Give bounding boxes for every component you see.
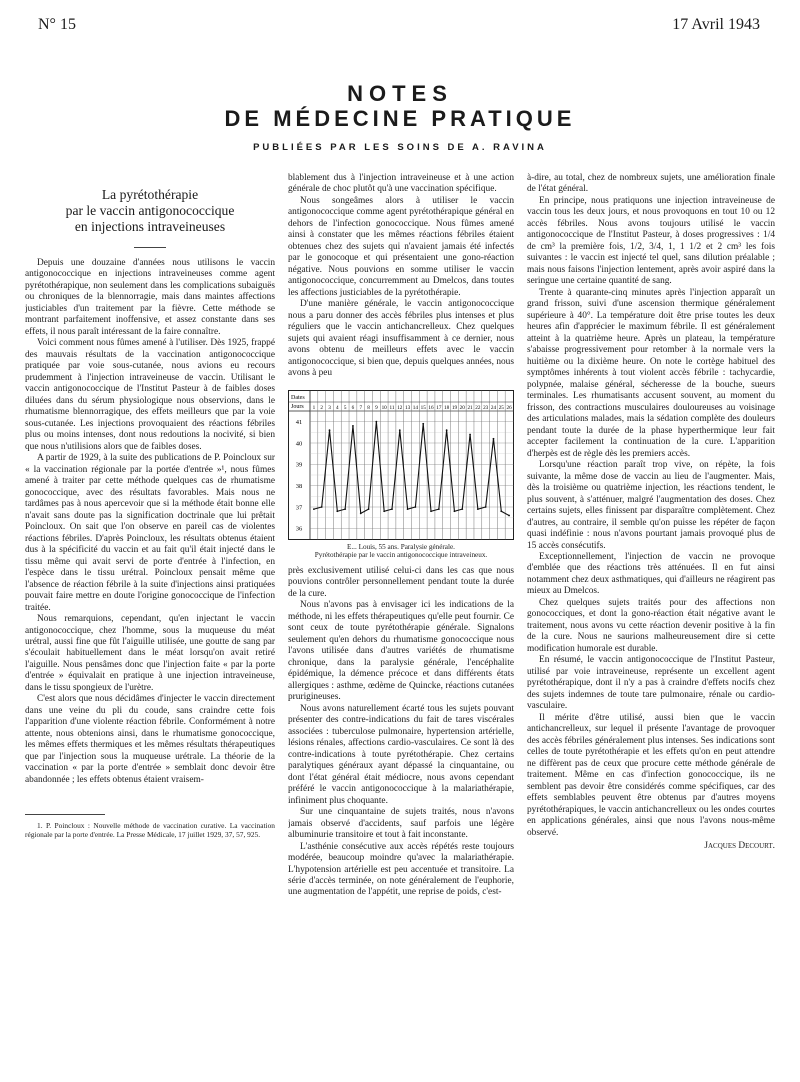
- column-3: [527, 173, 775, 1043]
- temperature-point: [469, 433, 471, 435]
- page-date: 17 Avril 1943: [672, 16, 760, 33]
- paragraph: D'une manière générale, le vaccin antigonococcique nous a paru donner des accès fébriles plus intenses et plus réguliers que le vaccin antichancrelleux. Chez quelques sujets qui avaient réagi insuffisamment à ce dernier, nous avons obtenu de meilleurs effets avec le vaccin antigonococcique, si bien que, depuis quelques années, nous avons à peu: [288, 299, 514, 379]
- paragraph: En principe, nous pratiquons une injection intraveineuse de vaccin tous les deux jours, et nous provoquons en tout 10 ou 12 accès fébriles. Nous avons toujours utilisé le vaccin antigonococcique de l'Institut Pasteur, à doses progressives : 1/4 de cm³ la première fois, 1/2, 3/4, 1, 1 1/2 et 2 cm³ les fois suivantes : le vaccin est injecté tel quel, sans dilution préalable ; mais nous faisons l'injection lentement, après avoir aspiré dans la seringue une certaine quantité de sang.: [527, 195, 775, 287]
- temperature-tick-label: 38: [295, 482, 303, 490]
- day-number-label: 14: [412, 404, 418, 411]
- day-number-label: 23: [483, 404, 489, 411]
- masthead: [0, 82, 800, 153]
- figure-caption-line2: Pyrétothérapie par le vaccin antigonococcique intraveineux.: [314, 551, 488, 560]
- temperature-point: [500, 510, 502, 512]
- day-number-label: 21: [467, 404, 473, 411]
- paragraph: Exceptionnellement, l'injection de vaccin ne provoque d'emblée que des réactions très atténuées. Il en fut ainsi notamment chez deux asthmatiques, qui d'ailleurs ne réagirent pas mieux au Dmelcos.: [527, 551, 775, 597]
- figure-caption: [288, 543, 514, 560]
- day-number-label: 11: [389, 404, 395, 411]
- masthead-subtitle: PUBLIÉES PAR LES SOINS DE A. RAVINA: [253, 142, 547, 153]
- article-title-line: par le vaccin antigonococcique: [65, 203, 235, 218]
- day-number-label: 15: [420, 404, 426, 411]
- day-number-label: 20: [459, 404, 465, 411]
- day-number-label: 6: [351, 404, 355, 411]
- day-number-label: 17: [436, 404, 442, 411]
- paragraph: En résumé, le vaccin antigonococcique de l'Institut Pasteur, utilisé par voie intraveineuse, représente un excellent agent pyrétothérapique, dont il n'y a pas à craindre d'effets nocifs chez des sujets indemnes de toute tare pulmonaire, rénale ou cardio-vasculaire.: [527, 655, 775, 712]
- temperature-tick-label: 39: [295, 461, 303, 469]
- temperature-point: [375, 420, 377, 422]
- day-number-label: 4: [336, 404, 339, 411]
- paragraph: à-dire, au total, chez de nombreux sujets, une amélioration finale de l'état général.: [527, 173, 775, 195]
- day-number-label: 13: [405, 404, 411, 411]
- temperature-tick-label: 40: [295, 440, 303, 448]
- paragraph: près exclusivement utilisé celui-ci dans les cas que nous pouvions contrôler personnellement pendant toute la durée de la cure.: [288, 565, 514, 599]
- article-title-line: La pyrétothérapie: [101, 187, 199, 202]
- day-number-label: 18: [444, 404, 450, 411]
- paragraph: blablement dus à l'injection intraveineuse et à une action générale de choc plutôt qu'à une vaccination spécifique.: [288, 173, 514, 195]
- day-number-label: 5: [343, 404, 347, 411]
- temperature-point: [446, 429, 448, 431]
- temperature-point: [344, 508, 346, 510]
- temperature-chart-figure: [288, 390, 514, 560]
- day-number-label: 2: [320, 404, 324, 411]
- title-divider: [134, 247, 166, 248]
- days-row-label: Jours: [291, 403, 304, 410]
- paragraph: Nous remarquions, cependant, qu'en injectant le vaccin antigonococcique, chez l'homme, sous la muqueuse du méat urétral, aussi fine que fût l'aiguille utilisée, une goutte de sang par s'écoulait habituellement dans le méat lorsqu'on avait retiré l'aiguille. Nous pensâmes donc que l'injection faite « par la porte d'entrée » équivalait en pratique à une injection intraveineuse, dans le tissu spongieux de l'urètre.: [25, 614, 275, 693]
- day-number-label: 25: [498, 404, 504, 411]
- article-title: [25, 187, 275, 235]
- page-number: N° 15: [38, 16, 76, 33]
- temperature-point: [360, 512, 362, 514]
- temperature-point: [438, 508, 440, 510]
- temperature-point: [352, 425, 354, 427]
- temperature-point: [430, 510, 432, 512]
- day-number-label: 9: [375, 404, 378, 411]
- temperature-point: [321, 506, 323, 508]
- temperature-chart: [288, 390, 514, 540]
- paragraph: Sur une cinquantaine de sujets traités, nous n'avons jamais observé d'accidents, sauf parfois une légère albuminurie transitoire et tout à fait inconstante.: [288, 807, 514, 841]
- paragraph: Il mérite d'être utilisé, aussi bien que le vaccin antichancrelleux, sur lequel il présente l'avantage de provoquer des accès fébriles généralement plus intenses. Ses indications sont celles de toute pyrétothérapie et les effets qu'on en peut attendre ne diffèrent pas de ceux que procure cette méthode générale de traitement. Même en cas d'infection gonococcique, ils ne semblent pas devoir être considérés comme spécifiques, car des effets semblables peuvent être obtenus par d'autres moyens pyrétothérapiques, le vaccin antichancrelleux ou les ondes courtes en applications générales, ainsi que nous l'avons nous-même observé.: [527, 712, 775, 838]
- temperature-point: [329, 429, 331, 431]
- day-number-label: 24: [490, 404, 497, 411]
- figure-caption-line1: E... Louis, 55 ans. Paralysie générale.: [347, 542, 455, 551]
- footnote-divider: [25, 814, 105, 815]
- temperature-point: [415, 506, 417, 508]
- masthead-title-line2: DE MÉDECINE PRATIQUE: [224, 106, 576, 131]
- temperature-point: [508, 514, 510, 516]
- footnote: 1. P. Poincloux : Nouvelle méthode de vaccination curative. La vaccination régionale par la porte d'entrée. La Presse Médicale, 17 juillet 1929, 37, 57, 925.: [25, 821, 275, 840]
- day-number-label: 3: [328, 404, 331, 411]
- day-number-label: 1: [312, 404, 316, 411]
- temperature-point: [461, 508, 463, 510]
- day-number-label: 26: [506, 404, 512, 411]
- temperature-point: [368, 508, 370, 510]
- temperature-point: [485, 506, 487, 508]
- temperature-point: [383, 510, 385, 512]
- author-signature: Jacques Decourt.: [704, 841, 775, 852]
- paragraph: L'asthénie consécutive aux accès répétés reste toujours modérée, beaucoup moindre qu'avec la malariathérapie. L'hypotension artérielle est peu accentuée et transitoire. La série d'accès terminée, on note généralement de l'euphorie, une augmentation de l'appétit, une reprise de poids, c'est-: [288, 841, 514, 898]
- paragraph: Nous songeâmes alors à utiliser le vaccin antigonococcique comme agent pyrétothérapique général en dehors de l'infection gonococcique. Nous fûmes amené ainsi à constater que les mêmes réactions fébriles étaient obtenues chez des sujets qui n'avaient jamais été infectés par le gonocoque et qui présentaient une gono-réaction négative. Nous pouvions en somme utiliser le vaccin antigonococcique, concurremment au Dmelcos, dans toutes les affections justiciables de la pyrétothérapie.: [288, 195, 514, 298]
- paragraph: Depuis une douzaine d'années nous utilisons le vaccin antigonococcique en injections intraveineuses comme agent pyrétothérapique, non seulement dans les complications subaiguës ou chroniques de la blennorragie, mais dans maintes affections justiciables d'un traitement par la fièvre. Cette méthode se montrant parfaitement inoffensive, et assez constante dans ses effets, il nous paraît intéressant de la faire connaître.: [25, 258, 275, 337]
- temperature-point: [454, 510, 456, 512]
- temperature-point: [391, 508, 393, 510]
- day-number-label: 12: [397, 404, 403, 411]
- day-number-label: 8: [367, 404, 370, 411]
- paragraph: C'est alors que nous décidâmes d'injecter le vaccin directement dans une veine du pli du coude, sans craindre cette fois l'apparition d'une violente réaction fébrile. Conformément à notre attente, nous obtenions ainsi, dans le rhumatisme gonococcique, les mêmes effets thermiques et les mêmes résultats thérapeutiques que par l'injection sous la muqueuse urétrale. La théorie de la vaccination « par la porte d'entrée » semblait donc devoir être abandonnée ; les effets obtenus étaient vraisem-: [25, 694, 275, 785]
- paragraph: Chez quelques sujets traités pour des affections non gonococciques, et dont la gono-réaction était négative avant le traitement, nous avons vu cette réaction devenir positive à la fin de la cure. Nous ne saurions malheureusement dire si cette modification humorale est durable.: [527, 597, 775, 654]
- temperature-point: [493, 438, 495, 440]
- paragraph: Lorsqu'une réaction paraît trop vive, on répète, la fois suivante, la même dose de vaccin au lieu de l'augmenter. Mais, dès la troisième ou quatrième injection, les réactions tendent, le plus souvent, à s'atténuer, malgré l'augmentation des doses. Chez certains sujets, elles finissent par disparaître complètement. Chez d'autres, au contraire, il semble qu'on puisse les répéter de façon quasi indéfinie : nous n'avons pourtant jamais provoqué plus de 15 accès consécutifs.: [527, 460, 775, 551]
- day-number-label: 22: [475, 404, 481, 411]
- temperature-point: [407, 508, 409, 510]
- paragraph: Trente à quarante-cinq minutes après l'injection apparaît un grand frisson, suivi d'une ascension thermique généralement supérieure à 40°. La température doit être prise toutes les deux heures afin d'apprécier le maximum fébrile. Il est généralement atteint à la quatrième heure. Après un plateau, la température s'abaisse progressivement pour retomber à la normale vers la huitième ou la dixième heure. On note le cortège habituel des symptômes inhérents à tout violent accès fébrile : tachycardie, polypnée, malaise général, sécheresse de la bouche, sueurs terminales. Les rhumatisants accusent souvent, au moment du frisson, des contractions musculaires douloureuses au voisinage des articulations malades, mais la sédation complète des douleurs pendant toute la durée de la phase hyperthermique leur fait accepter facilement la continuation de la cure. L'apparition d'herpès est de règle dès les premiers accès.: [527, 287, 775, 459]
- temperature-tick-label: 36: [295, 525, 303, 533]
- day-number-label: 10: [381, 404, 387, 411]
- temperature-tick-label: 41: [295, 418, 303, 426]
- dates-row-label: Dates: [291, 394, 305, 401]
- temperature-tick-label: 37: [295, 504, 303, 512]
- day-number-label: 19: [451, 404, 458, 411]
- masthead-title-line1: NOTES: [347, 81, 453, 106]
- paragraph: Nous n'avons pas à envisager ici les indications de la méthode, ni les effets thérapeutiques qu'elle peut fournir. Ce sont ceux de toute pyrétothérapie générale. Signalons seulement qu'en dehors du rhumatisme gonococcique nous l'avons utilisée dans d'autres variétés de rhumatisme chronique, dans la paralysie générale, l'encéphalite épidémique, la démence précoce et dans différents états allergiques : asthme, œdème de Quincke, réactions cutanées prurigineuses.: [288, 600, 514, 703]
- day-number-label: 16: [428, 404, 434, 411]
- paragraph: A partir de 1929, à la suite des publications de P. Poincloux sur « la vaccination régionale par la portée d'entrée »¹, nous fûmes amené à traiter par cette méthode quelques cas de rhumatisme gonococcique, avec des résultats favorables. Mais nous ne tardâmes pas à nous apercevoir que si la méthode était bonne elle n'avait sans doute pas la signification doctrinale que lui prêtait Poincloux. On sait que l'on observe en pareil cas de violentes réactions fébriles. D'après Poincloux, les résultats obtenus étaient dus à la spécificité du vaccin et au fait qu'il était injecté dans le tissu même qui avait servi de porte d'entrée à l'infection, en l'espèce dans le tissu urétral. Poincloux pensait même que l'absence de réaction fébrile à la suite d'injections ainsi pratiquées pouvait faire mettre en doute l'origine gonococcique de l'infection traitée.: [25, 453, 275, 613]
- temperature-point: [477, 508, 479, 510]
- temperature-point: [399, 429, 401, 431]
- day-number-label: 7: [359, 404, 363, 411]
- temperature-point: [313, 508, 315, 510]
- column-1: [25, 173, 275, 1043]
- temperature-point: [422, 423, 424, 425]
- paragraph: Nous avons naturellement écarté tous les sujets pouvant présenter des contre-indications du fait de tares viscérales associées : tuberculose pulmonaire, hypertension artérielle, lésions rénales, affections cardio-vasculaires. Ce sont là des contre-indications à toute pyrétothérapie. Chez certains paralytiques généraux ayant dépassé la cinquantaine, ou dont l'état général était médiocre, nous avons cependant préféré le vaccin antigonococcique à la malariathérapie, infiniment plus choquante.: [288, 703, 514, 806]
- article-title-line: en injections intraveineuses: [74, 219, 226, 234]
- column-2: [288, 173, 514, 1043]
- temperature-point: [336, 510, 338, 512]
- paragraph: Voici comment nous fûmes amené à l'utiliser. Dès 1925, frappé des mauvais résultats de la vaccination antigonococcique pratiquée par voie sous-cutanée, nous avions eu recours prudemment à l'injection intraveineuse de vaccin. Utilisant le vaccin antigonococcique de l'Institut Pasteur à de faibles doses diluées dans du sérum physiologique nous observions, dans le rhumatisme blennorragique, des effets meilleurs que par la voie sous-cutanée. Les injections provoquaient des réactions fébriles plus ou moins intenses, dont nous redoutions la nocivité, si bien que nous n'utilisions alors que de faibles doses.: [25, 338, 275, 452]
